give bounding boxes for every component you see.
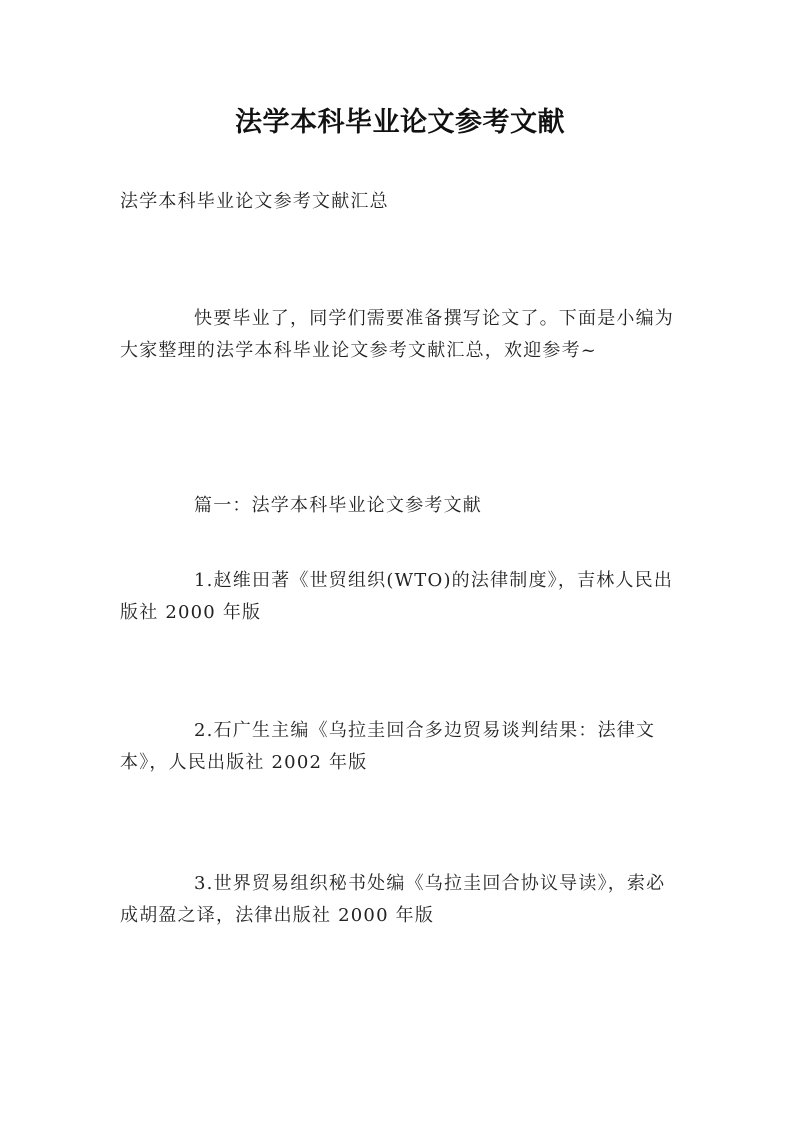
document-title: 法学本科毕业论文参考文献 [235,107,565,138]
reference-item-2: 2.石广生主编《乌拉圭回合多边贸易谈判结果：法律文本》，人民出版社 2002 年版 [120,720,656,773]
section-heading: 篇一：法学本科毕业论文参考文献 [194,495,482,516]
reference-item-3: 3.世界贸易组织秘书处编《乌拉圭回合协议导读》，索必成胡盈之译，法律出版社 2000 年版 [120,873,666,926]
reference-item-1: 1.赵维田著《世贸组织(WTO)的法律制度》，吉林人民出版社 2000 年版 [120,570,674,623]
document-subtitle: 法学本科毕业论文参考文献汇总 [120,191,389,212]
intro-paragraph: 快要毕业了，同学们需要准备撰写论文了。下面是小编为大家整理的法学本科毕业论文参考文献汇总，欢迎参考~ [120,308,674,361]
